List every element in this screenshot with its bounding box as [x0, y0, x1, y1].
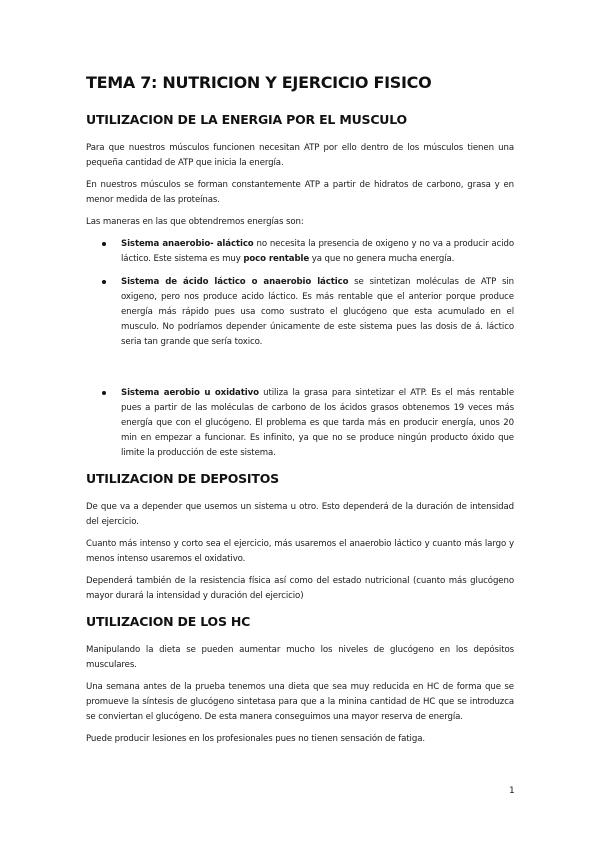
section-heading-depositos: UTILIZACION DE DEPOSITOS	[86, 471, 279, 486]
list-item-term: Sistema de ácido láctico o anaerobio láctico	[121, 277, 349, 287]
list-item-term: Sistema anaerobio- aláctico	[121, 239, 254, 249]
bullet-icon	[102, 280, 106, 284]
bullet-icon	[102, 242, 106, 246]
paragraph: Dependerá también de la resistencia física así como del estado nutricional (cuanto más glucógeno mayor durará la intensidad y duración del ejercicio)	[86, 576, 514, 601]
list-item-term: Sistema aerobio u oxidativo	[121, 388, 259, 398]
energy-systems-list	[86, 237, 514, 461]
paragraph: Para que nuestros músculos funcionen necesitan ATP por ello dentro de los músculos tienen una pequeña cantidad de ATP que inicia la energía.	[86, 143, 514, 168]
section-heading-energia: UTILIZACION DE LA ENERGIA POR EL MUSCULO	[86, 112, 407, 127]
list-item-emphasis: poco rentable	[243, 254, 310, 264]
bullet-icon	[102, 391, 106, 395]
paragraph: Puede producir lesiones en los profesionales pues no tienen sensación de fatiga.	[86, 734, 425, 744]
list-item-text: se sintetizan moléculas de ATP sin oxigeno, pero nos produce acido láctico. Es más rentable que el anterior porque produce energía más rápido pues usa como sustrato el glucógeno que esta acumulado en el musculo. No podríamos depender únicamente de este sistema pues las dosis de á. láctico seria tan grande que sería toxico.	[121, 277, 514, 347]
paragraph: En nuestros músculos se forman constantemente ATP a partir de hidratos de carbono, grasa y en menor medida de las proteínas.	[86, 180, 514, 205]
paragraph: Las maneras en las que obtendremos energías son:	[86, 217, 304, 227]
paragraph: Cuanto más intenso y corto sea el ejercicio, más usaremos el anaerobio láctico y cuanto más largo y menos intenso usaremos el oxidativo.	[86, 539, 514, 564]
list-item-text: no necesita la presencia de oxigeno y no va a producir acido láctico. Este sistema es muy	[121, 239, 514, 264]
paragraph: Manipulando la dieta se pueden aumentar mucho los niveles de glucógeno en los depósitos musculares.	[86, 645, 514, 670]
list-item-aerobio	[86, 386, 514, 461]
page-title: TEMA 7: NUTRICION Y EJERCICIO FISICO	[86, 73, 432, 92]
page-number: 1	[509, 786, 515, 796]
section-heading-hc: UTILIZACION DE LOS HC	[86, 614, 251, 629]
list-item-text: ya que no genera mucha energía.	[309, 254, 455, 264]
page-content	[86, 73, 514, 754]
list-item-anaerobio-lactico	[86, 275, 514, 350]
paragraph: De que va a depender que usemos un sistema u otro. Esto dependerá de la duración de intensidad del ejercicio.	[86, 502, 514, 527]
list-item-text: utiliza la grasa para sintetizar el ATP. Es el más rentable pues a partir de las moléculas de carbono de los ácidos grasos obtenemos 19 veces más energía que con el glucógeno. El problema es que tarda más en producir energía, unos 20 min en empezar a funcionar. Es infinito, ya que no se produce ningún producto óxido que limite la producción de este sistema.	[121, 388, 515, 458]
paragraph: Una semana antes de la prueba tenemos una dieta que sea muy reducida en HC de forma que se promueve la síntesis de glucógeno sintetasa para que a la minina cantidad de HC que se introduzca se conviertan el glucógeno. De esta manera conseguimos una mayor reserva de energía.	[86, 682, 514, 722]
list-item-anaerobio-alactico	[86, 237, 514, 267]
